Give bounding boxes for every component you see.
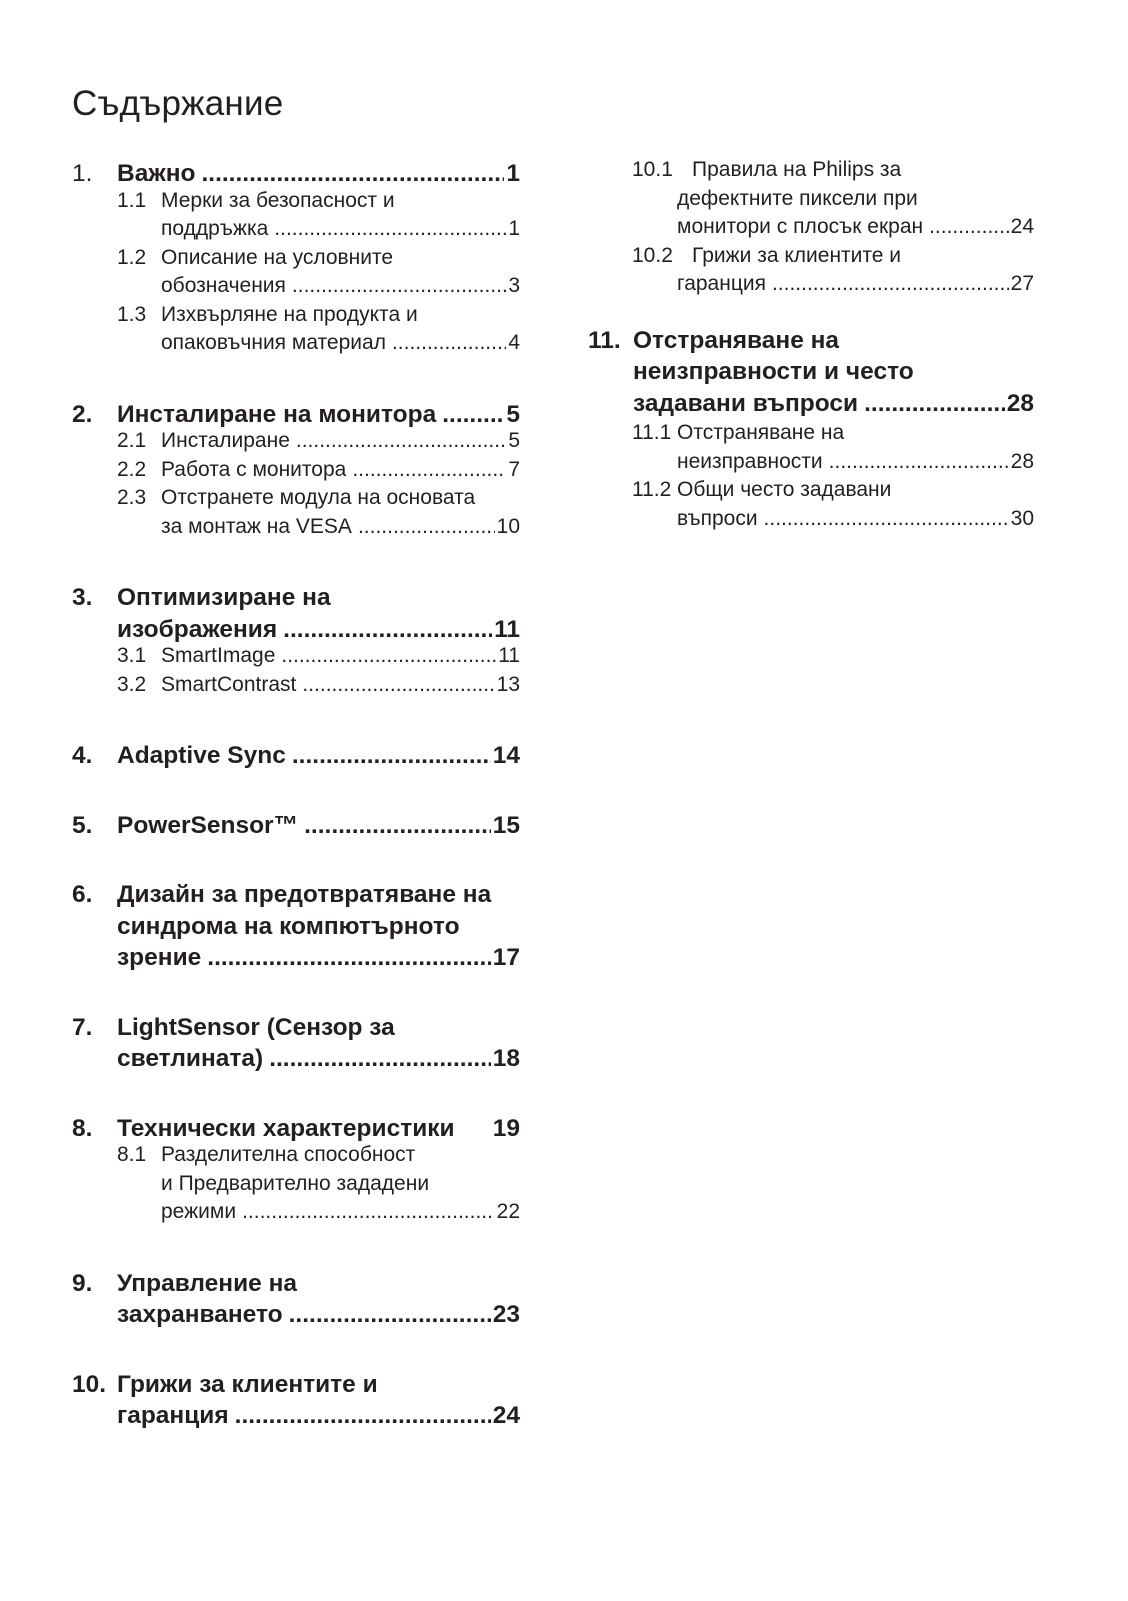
toc-line	[117, 881, 520, 909]
toc-line	[677, 272, 1034, 296]
toc-number: 2.3	[117, 486, 147, 509]
toc-line	[117, 1014, 520, 1042]
toc-label: Правила на Philips за	[692, 158, 902, 181]
toc-number: 1.	[72, 160, 93, 187]
toc-page-number: 28	[1010, 449, 1034, 473]
dot-leader	[392, 331, 506, 355]
dot-leader	[292, 274, 506, 298]
toc-line	[117, 160, 520, 188]
toc-page-number: 13	[496, 672, 520, 696]
toc-number: 2.	[72, 400, 93, 428]
toc-number: 10.1	[632, 158, 673, 181]
toc-line	[161, 189, 520, 213]
toc-label: SmartImage	[161, 644, 276, 667]
toc-label: опаковъчния материал	[161, 331, 386, 354]
toc-label: Важно	[117, 160, 196, 187]
toc-line	[677, 478, 1034, 502]
dot-leader	[207, 944, 490, 972]
dot-leader	[442, 401, 504, 429]
toc-label: светлината)	[117, 1045, 264, 1072]
toc-number: 8.1	[117, 1143, 147, 1166]
dot-leader	[281, 644, 496, 668]
toc-number: 3.2	[117, 672, 147, 696]
toc-label: Грижи за клиентите и	[692, 243, 902, 267]
toc-line	[161, 1143, 520, 1167]
toc-line	[633, 358, 1034, 386]
dot-leader	[352, 458, 506, 482]
toc-label: Отстраняване на	[677, 421, 845, 444]
toc-line	[117, 616, 520, 644]
toc-page-number: 19	[492, 1114, 520, 1142]
toc-label: неизправности и често	[633, 358, 914, 385]
toc-label: Инсталиране на монитора	[117, 400, 437, 428]
toc-page-number: 5	[508, 429, 520, 452]
toc-label: Работа с монитора	[161, 457, 347, 481]
toc-label: и Предварително зададени	[161, 1171, 430, 1195]
toc-label: гаранция	[677, 272, 766, 295]
dot-leader	[283, 616, 492, 644]
dot-leader	[235, 1402, 491, 1430]
toc-label: монитори с плосък екран	[677, 215, 924, 238]
toc-page-number: 3	[508, 274, 520, 297]
toc-line	[161, 303, 520, 327]
dot-leader	[292, 742, 491, 770]
dot-leader	[302, 673, 494, 697]
toc-number: 10.2	[632, 243, 673, 267]
toc-number: 1.3	[117, 302, 147, 326]
toc-number: 5.	[72, 811, 93, 839]
toc-line	[161, 1172, 520, 1196]
toc-label: Дизайн за предотвратяване на	[117, 881, 492, 908]
toc-number: 6.	[72, 881, 93, 908]
toc-label: дефектните пиксели при	[677, 186, 918, 210]
toc-number: 2.1	[117, 429, 147, 452]
dot-leader	[304, 812, 491, 840]
dot-leader	[201, 160, 504, 188]
toc-line	[161, 458, 520, 482]
toc-line	[677, 187, 1034, 211]
toc-page-number: 11	[494, 615, 520, 643]
toc-page-number: 1	[508, 217, 520, 240]
dot-leader	[274, 217, 506, 241]
toc-page-number: 27	[1010, 272, 1034, 295]
toc-line	[117, 1301, 520, 1329]
toc-label: Отстраняване на	[633, 326, 840, 354]
toc-label: Отстранете модула на основата	[161, 486, 476, 509]
toc-label: Общи често задавани	[677, 478, 892, 501]
toc-line	[117, 1045, 520, 1073]
toc-label: PowerSensor™	[117, 811, 299, 839]
toc-line	[161, 217, 520, 241]
toc-number: 11.1	[632, 421, 672, 444]
toc-page-number: 22	[496, 1200, 520, 1223]
toc-line	[117, 401, 520, 429]
toc-line	[161, 644, 520, 668]
dot-leader	[289, 1301, 491, 1329]
toc-line	[117, 584, 520, 612]
toc-line	[677, 450, 1034, 474]
toc-number: 7.	[72, 1013, 93, 1041]
toc-label: SmartContrast	[161, 672, 297, 696]
toc-line	[117, 1402, 520, 1430]
dot-leader	[929, 215, 1009, 239]
toc-page-number: 23	[492, 1301, 520, 1328]
toc-number: 2.2	[117, 457, 147, 481]
toc-label: Разделителна способност	[161, 1143, 416, 1166]
toc-label: задавани въпроси	[633, 389, 859, 417]
toc-label: LightSensor (Сензор за	[117, 1013, 395, 1041]
toc-page-number: 4	[508, 331, 520, 354]
toc-label: зрение	[117, 944, 202, 971]
toc-page-number: 10	[496, 514, 520, 538]
toc-page-number: 30	[1010, 506, 1034, 530]
toc-number: 4.	[72, 742, 93, 769]
toc-number: 9.	[72, 1269, 93, 1297]
toc-label: Управление на	[117, 1269, 298, 1297]
toc-page-number: 11	[498, 644, 520, 667]
toc-number: 1.2	[117, 245, 147, 269]
toc-label: въпроси	[677, 506, 758, 530]
toc-page-number: 24	[492, 1402, 520, 1429]
dot-leader	[864, 390, 1005, 418]
toc-line	[161, 274, 520, 298]
toc-label: неизправности	[677, 449, 823, 473]
toc-page-number: 7	[508, 457, 520, 481]
toc-number: 1.1	[117, 188, 147, 212]
toc-line	[692, 244, 1034, 268]
toc-line	[161, 429, 520, 453]
dot-leader	[358, 515, 495, 539]
toc-line	[161, 246, 520, 270]
toc-line	[161, 486, 520, 510]
toc-label: Технически характеристики	[117, 1114, 455, 1142]
toc-page-number: 18	[492, 1045, 520, 1072]
toc-number: 8.	[72, 1114, 93, 1142]
toc-label: поддръжка	[161, 217, 269, 240]
toc-line	[117, 913, 520, 941]
toc-line	[117, 1371, 520, 1399]
toc-label: захранването	[117, 1301, 283, 1328]
toc-line	[117, 944, 520, 972]
toc-label: Инсталиране	[161, 429, 290, 452]
toc-label: Грижи за клиентите и	[117, 1370, 378, 1398]
dot-leader	[269, 1045, 491, 1073]
toc-page-number: 24	[1010, 215, 1034, 238]
toc-label: синдрома на компютърното	[117, 912, 460, 940]
toc-label: Оптимизиране на	[117, 584, 331, 611]
toc-line	[633, 327, 1034, 355]
dot-leader	[764, 507, 1009, 531]
toc-label: Описание на условните	[161, 245, 394, 269]
toc-label: обозначения	[161, 274, 286, 297]
page-title: Съдържание	[72, 84, 284, 123]
toc-label: Изхвърляне на продукта и	[161, 302, 418, 326]
toc-number: 11.2	[632, 478, 672, 501]
toc-line	[161, 1200, 520, 1224]
toc-line	[161, 673, 520, 697]
toc-label: гаранция	[117, 1402, 229, 1429]
toc-number: 10.	[72, 1370, 107, 1398]
toc-label: Adaptive Sync	[117, 742, 286, 769]
dot-leader	[296, 429, 506, 453]
toc-label: за монтаж на VESA	[161, 514, 352, 538]
toc-page-number: 14	[492, 742, 520, 769]
dot-leader	[772, 272, 1009, 296]
toc-line	[161, 331, 520, 355]
toc-page-number: 28	[1006, 389, 1034, 417]
toc-line	[692, 158, 1034, 182]
toc-page-number: 17	[492, 944, 520, 971]
toc-line	[161, 515, 520, 539]
toc-page-number: 1	[506, 160, 520, 187]
toc-label: Мерки за безопасност и	[161, 188, 395, 212]
toc-line	[117, 1270, 520, 1298]
toc-number: 3.	[72, 584, 93, 611]
toc-line	[117, 812, 520, 840]
toc-page-number: 15	[492, 811, 520, 839]
toc-page-number: 5	[506, 400, 520, 428]
toc-line	[117, 1115, 520, 1143]
toc-line	[677, 215, 1034, 239]
toc-line	[677, 507, 1034, 531]
toc-label: режими	[161, 1200, 237, 1223]
dot-leader	[829, 450, 1009, 474]
toc-line	[677, 421, 1034, 445]
toc-number: 3.1	[117, 644, 147, 667]
toc-line	[633, 390, 1034, 418]
toc-number: 11.	[588, 326, 621, 354]
dot-leader	[242, 1200, 495, 1224]
toc-label: изображения	[117, 615, 278, 643]
toc-line	[117, 742, 520, 770]
